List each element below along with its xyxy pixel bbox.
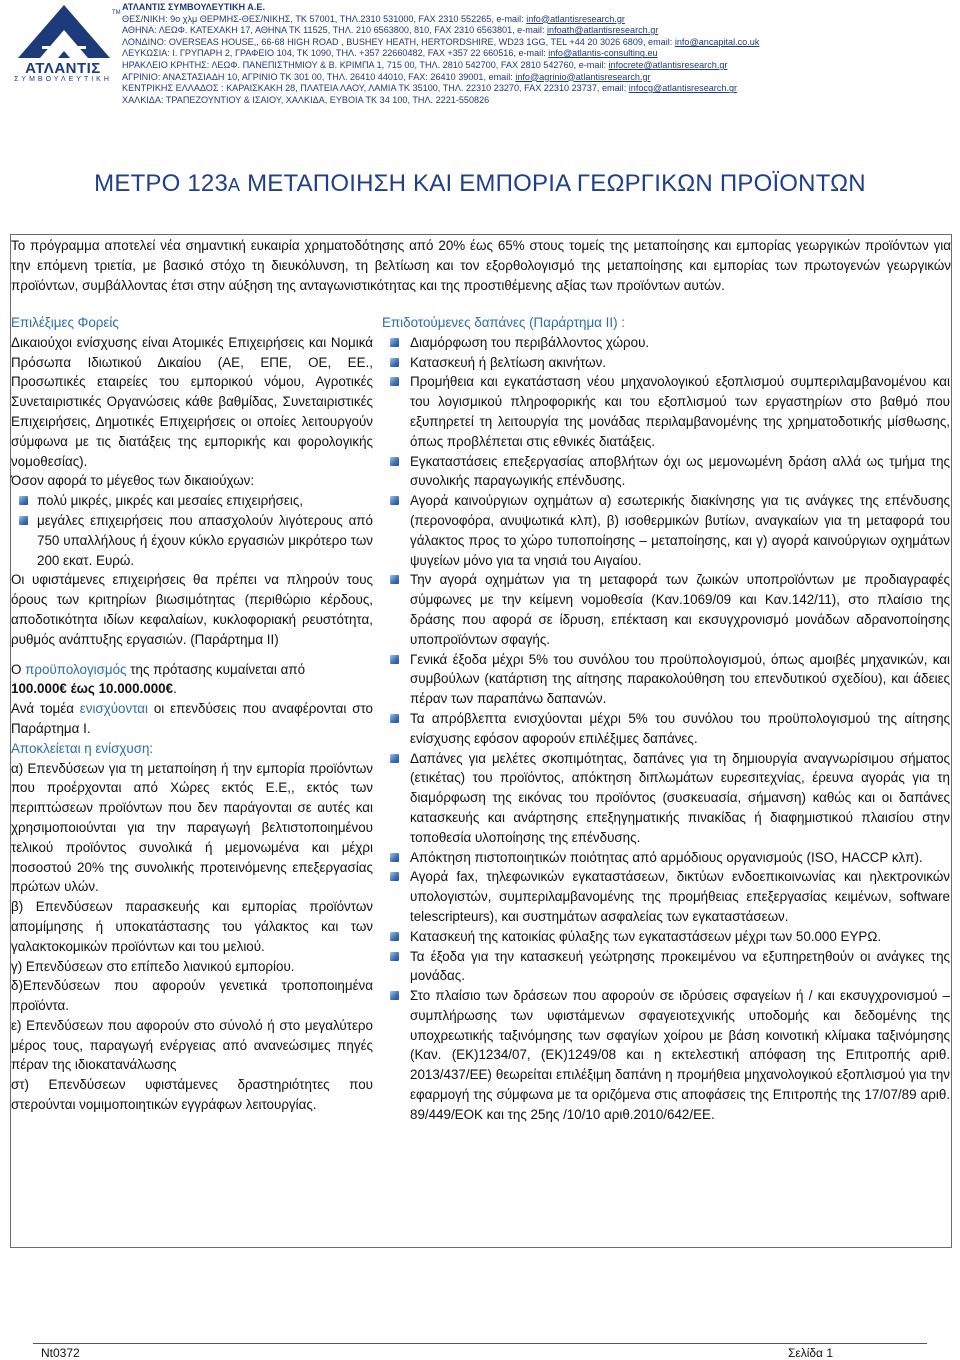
address-london: ΛΟΝΔΙΝΟ: OVERSEAS HOUSE,, 66-68 HIGH ROAD , BUSHEY HEATH, HERTORDSHIRE, WD23 1GG, TEL +44 20 3026 6809, email: info@ancapital.co.uk xyxy=(122,36,760,47)
logo-subtitle: ΣΥΜΒΟΥΛΕΥΤΙΚΗ xyxy=(14,76,112,83)
footer-code: Nt0372 xyxy=(41,1346,80,1360)
bullet-icon xyxy=(390,932,399,941)
bullet-icon xyxy=(390,496,399,505)
eligible-text: Δικαιούχοι ενίσχυσης είναι Ατομικές Επιχειρήσεις και Νομικά Πρόσωπα Ιδιωτικού Δικαίου (ΑΕ, ΕΠΕ, ΟΕ, ΕΕ., Προσωπικές εταιρείες του εμπορικού νόμου, Αγροτικές Συνεταιριστικές Οργανώσεις κάθε βαθμίδας, Συνεταιριστικές Επιχειρήσεις, Δημοτικές Επιχειρήσεις οι οποίες λειτουργούν σύμφωνα με τις διατάξεις της εμπορικής και φορολογικής νομοθεσίας). xyxy=(11,334,373,469)
bullet-icon xyxy=(390,338,399,347)
email-link[interactable]: info@atlantisresearch.gr xyxy=(526,13,625,24)
address-central-greece: ΚΕΝΤΡΙΚΗΣ ΕΛΛΑΔΟΣ : ΚΑΡΑΙΣΚΑΚΗ 28, ΠΛΑΤΕΙΑ ΛΑΟΥ, ΛΑΜΙΑ ΤΚ 35100, ΤΗΛ. 22310 23270, FAX 22310 23737, email: infocg@atlantisresearch.gr xyxy=(122,83,738,94)
page-number: Σελίδα 1 xyxy=(787,1346,833,1360)
document-title: ΜΕΤΡΟ 123Α ΜΕΤΑΠΟΙΗΣΗ ΚΑΙ ΕΜΠΟΡΙΑ ΓΕΩΡΓΙΚΩΝ ΠΡΟΪΟΝΤΩΝ xyxy=(94,170,866,197)
list-item: Κατασκευή ή βελτίωση ακινήτων. xyxy=(382,353,950,373)
sector-text: Ανά τομέα ενισχύονται οι επενδύσεις που αναφέρονται στο Παράρτημα Ι. xyxy=(11,701,374,736)
excluded-item: β) Επενδύσεων παρασκευής και εμπορίας προϊόντων απομίμησης ή υποκατάστασης του γάλακτος και των γαλακτοκομικών προϊόντων και του μελιού. xyxy=(11,899,373,954)
logo-emblem-icon xyxy=(6,2,122,62)
bullet-icon xyxy=(390,754,399,763)
letterhead xyxy=(0,0,960,125)
email-link[interactable]: info@ancapital.co.uk xyxy=(674,36,760,47)
list-item: Απόκτηση πιστοποιητικών ποιότητας από αρμόδιους οργανισμούς (ISO, HACCP κλπ). xyxy=(382,848,950,868)
bullet-icon xyxy=(390,853,399,862)
list-item: Εγκαταστάσεις επεξεργασίας αποβλήτων όχι ως μεμονωμένη δράση αλλά ως τμήμα της συνολικής παραγωγικής επένδυσης. xyxy=(382,452,950,492)
bullet-icon xyxy=(390,991,399,1000)
bullet-icon xyxy=(390,655,399,664)
email-link[interactable]: info@agrinio@atlantisresearch.gr xyxy=(515,71,651,82)
bullet-icon xyxy=(390,377,399,386)
address-heraklion: ΗΡΑΚΛΕΙΟ ΚΡΗΤΗΣ: ΛΕΩΦ. ΠΑΝΕΠΙΣΤΗΜΙΟΥ & Β. ΚΡΙΜΠΑ 1, 715 00, ΤΗΛ. 2810 542700, FAX 2810 542760, e-mail: infocrete@atlantisresearch.gr xyxy=(122,59,728,70)
list-item: πολύ μικρές, μικρές και μεσαίες επιχειρήσεις, xyxy=(11,491,373,511)
eligible-title: Επιλέξιμες Φορείς xyxy=(11,315,119,330)
bullet-icon xyxy=(19,496,28,505)
address-thessaloniki: ΘΕΣ/ΝΙΚΗ: 9ο χλμ ΘΕΡΜΗΣ-ΘΕΣ/ΝΙΚΗΣ, ΤΚ 57001, ΤΗΛ.2310 531000, FAX 2310 552265, e-mail: info@atlantisresearch.gr xyxy=(122,13,625,24)
office-addresses xyxy=(122,2,958,106)
list-item: Αγορά καινούργιων οχημάτων α) εσωτερικής διακίνησης για τις ανάγκες της επένδυσης (περονοφόρα, ανυψωτικά κλπ), β) ισοθερμικών βυτίων, αναγκαίων για τη μεταφορά του γάλακτος προς το χώρο τυποποίησης – μεταποίησης, και γ) αγορά καινούργιων οχημάτων ψυγείων μόνο για τα νησιά του Αιγαίου. xyxy=(382,491,950,570)
list-item: Στο πλαίσιο των δράσεων που αφορούν σε ιδρύσεις σφαγείων ή / και εκσυγχρονισμού – συμπλήρωσης των υφιστάμενων σφαγειοτεχνικής υποδομής και δεδομένης της υποχρεωτικής ταξινόμησης των σφαγίων χοίρου με βάση κοινοτική κλίμακα ταξινόμησης (Καν. (ΕΚ)1234/07, (ΕΚ)1249/08 και η εκτελεστική απόφαση της Επιτροπής αριθ. 2013/437/ΕΕ) θεωρείται επιλέξιμη δαπάνη η προμήθεια μηχανολογικού εξοπλισμού για την εφαρμογή της σύμφωνα με τα οριζόμενα στις αποφάσεις της Επιτροπής της 17/07/89 αριθ. 89/449/ΕΟΚ και της 25ης /10/10 αριθ.2010/642/ΕΕ. xyxy=(382,986,950,1125)
budget-amount: 100.000€ έως 10.000.000€. xyxy=(11,681,177,697)
bullet-icon xyxy=(19,516,28,525)
email-link[interactable]: infocg@atlantisresearch.gr xyxy=(628,83,738,94)
excluded-item: δ)Επενδύσεων που αφορούν γενετικά τροποποιημένα προϊόντα. xyxy=(11,978,373,1014)
list-item: Τα έξοδα για την κατασκευή γεώτρησης προκειμένου να εξυπηρετηθούν οι ανάγκες της μονάδας. xyxy=(382,947,950,987)
list-item: Δαπάνες για μελέτες σκοπιμότητας, δαπάνες για τη δημιουργία αναγνωρίσιμου σήματος (ετικέτας) του προϊόντος, απόκτηση διπλωμάτων ευρεσιτεχνίας, έρευνα αγοράς για τη διαμόρφωση της εικόνας του προϊόντος (συσκευασία, σήμανση) καθώς και οι δαπάνες κατασκευής και ανάρτησης επεξηγηματικής πινακίδας ή διαφημιστικού πλαισίου στην τοποθεσία υλοποίησης της επένδυσης. xyxy=(382,749,950,848)
address-chalkida: ΧΑΛΚΙΔΑ: ΤΡΑΠΕΖΟΥΝΤΙΟΥ & ΙΣΑΙΟΥ, ΧΑΛΚΙΔΑ, ΕΥΒΟΙΑ ΤΚ 34 100, ΤΗΛ. 2221-550826 xyxy=(122,94,490,105)
bullet-icon xyxy=(390,714,399,723)
existing-text: Οι υφιστάμενες επιχειρήσεις θα πρέπει να πληρούν τους όρους των κριτηρίων βιωσιμότητας (περιθώριο κέρδους, αποδοτικότητα ιδίων κεφαλαίων, κυκλοφοριακή ρευστότητα, ρυθμός ανάπτυξης εργασιών. (Παράρτημα ΙΙ) xyxy=(11,572,373,647)
logo-wordmark: ΑΤΛΑΝΤΙΣ xyxy=(25,60,101,77)
bullet-icon xyxy=(390,575,399,584)
excluded-item: ε) Επενδύσεων που αφορούν στο σύνολό ή στο μεγαλύτερο μέρος τους, παραγωγή ενέργειας από ανανεώσιμες πηγές πέραν της ιδιοκατανάλωσης xyxy=(11,1017,373,1073)
left-column xyxy=(11,313,373,1115)
list-item: μεγάλες επιχειρήσεις που απασχολούν λιγότερους από 750 υπαλλήλους ή έχουν κύκλο εργασιών μικρότερο των 200 εκατ. Ευρώ. xyxy=(11,511,373,570)
address-agrinio: ΑΓΡΙΝΙΟ: ΑΝΑΣΤΑΣΙΑΔΗ 10, ΑΓΡΙΝΙΟ ΤΚ 301 00, ΤΗΛ. 26410 44010, FAX: 26410 39001, email: info@agrinio@atlantisresearch.gr xyxy=(122,71,651,82)
excluded-item: γ) Επενδύσεων στο επίπεδο λιανικού εμπορίου. xyxy=(11,958,295,974)
list-item: Την αγορά οχημάτων για τη μεταφορά των ζωικών υποπροϊόντων με προδιαγραφές σύμφωνες με την κείμενη νομοθεσία (Καν.1069/09 και Καν.142/11), στο πλαίσιο της δράσης που αφορά σε ίδρυση, επέκταση και εκσυγχρονισμό μονάδων αδρανοποίησης υποπροϊόντων σφαγής. xyxy=(382,570,950,649)
list-item: Διαμόρφωση του περιβάλλοντος χώρου. xyxy=(382,333,950,353)
email-link[interactable]: infocrete@atlantisresearch.gr xyxy=(608,59,728,70)
excluded-title: Αποκλείεται η ενίσχυση: xyxy=(11,740,154,756)
bullet-icon xyxy=(390,952,399,961)
size-list xyxy=(11,491,373,570)
email-link[interactable]: info@atlantis-consulting.eu xyxy=(548,48,658,59)
right-column xyxy=(382,313,950,1125)
content-box xyxy=(10,234,952,1248)
list-item: Κατασκευή της κατοικίας φύλαξης των εγκαταστάσεων μέχρι των 50.000 ΕΥΡΩ. xyxy=(382,927,950,947)
excluded-item: α) Επενδύσεων για τη μεταποίηση ή την εμπορία προϊόντων που προέρχονται από Χώρες εκτός Ε.Ε,, εκτός των περιπτώσεων προϊόντων που δεν παράγονται σε αυτές και χρησιμοποιούνται για την παραγωγή βελτιστοποιημένου τελικού προϊόντος συνολικά ή μεμονωμένα και μέχρι ποσοστού 20% της συνολικής προτεινόμενης επεξεργασίας πρώτων υλών. xyxy=(11,760,373,895)
expenses-list xyxy=(382,333,950,1125)
list-item: Προμήθεια και εγκατάσταση νέου μηχανολογικού εξοπλισμού συμπεριλαμβανομένου και του λογισμικού πληροφορικής και του εξοπλισμού των εργαστηρίων στο βαθμό που εξυπηρετεί τη λειτουργία της μονάδας περιλαμβανομένης της χρηματοδοτικής μίσθωσης, όπως προβλέπεται στις εθνικές διατάξεις. xyxy=(382,372,950,451)
intro-paragraph: Το πρόγραμμα αποτελεί νέα σημαντική ευκαιρία χρηματοδότησης από 20% έως 65% στους τομείς της μεταποίησης και εμπορίας γεωργικών προϊόντων για την επόμενη τριετία, με βασικό στόχο τη διευκόλυνση, τη βελτίωση και τον εξορθολογισμό της μεταποίησης και εμπορίας των πρωτογενών γεωργικών προϊόντων, συμβάλλοντας έτσι στην αύξηση της ανταγωνιστικότητας και της προστιθέμενης αξίας των προϊόντων αυτών. xyxy=(11,238,951,293)
bullet-icon xyxy=(390,457,399,466)
footer-divider xyxy=(33,1343,927,1344)
budget-text: Ο προϋπολογισμός της πρότασης κυμαίνεται από xyxy=(11,661,306,677)
list-item: Γενικά έξοδα μέχρι 5% του συνόλου του προϋπολογισμού, όπως αμοιβές μηχανικών, και συμβούλων (κατάρτιση της αίτησης παρακολούθηση του επενδυτικού σχεδίου), και άδειες πέραν των παραπάνω δαπανών. xyxy=(382,650,950,709)
bullet-icon xyxy=(390,872,399,881)
list-item: Αγορά fax, τηλεφωνικών εγκαταστάσεων, δικτύων ενδοεπικοινωνίας και ηλεκτρονικών υπολογιστών, συμπεριλαμβανομένης της προμήθειας επεξεργασίας κειμένων, software telescripteurs), και συστημάτων ασφαλείας των εγκαταστάσεων. xyxy=(382,867,950,926)
email-link[interactable]: infoath@atlantisresearch.gr xyxy=(547,25,659,36)
expenses-title: Επιδοτούμενες δαπάνες (Παράρτημα ΙΙ) : xyxy=(382,315,625,330)
excluded-item: στ) Επενδύσεων υφιστάμενες δραστηριότητες που στερούνται νομιμοποιητικών εγγράφων λειτουργίας. xyxy=(11,1077,373,1113)
address-nicosia: ΛΕΥΚΩΣΙΑ: Ι. ΓΡΥΠΑΡΗ 2, ΓΡΑΦΕΙΟ 104, ΤΚ 1090, ΤΗΛ. +357 22660482, FAX +357 22 660516, e-mail: info@atlantis-consulting.eu xyxy=(122,48,658,59)
list-item: Τα απρόβλεπτα ενισχύονται μέχρι 5% του συνόλου του προϋπολογισμού της αίτησης ενίσχυσης εφόσον αφορούν επιλέξιμες δαπάνες. xyxy=(382,709,950,749)
size-intro: Όσον αφορά το μέγεθος των δικαιούχων: xyxy=(11,473,255,489)
company-name: ΑΤΛΑΝΤΙΣ ΣΥΜΒΟΥΛΕΥΤΙΚΗ Α.Ε. xyxy=(122,2,265,12)
logo-tm: TM xyxy=(112,10,121,16)
bullet-icon xyxy=(390,358,399,367)
address-athens: ΑΘΗΝΑ: ΛΕΩΦ. ΚΑΤΕΧΑΚΗ 17, ΑΘΗΝΑ ΤΚ 11525, ΤΗΛ. 210 6563800, 810, FAX 2310 6563801, e-mail: infoath@atlantisresearch.gr xyxy=(122,25,659,36)
